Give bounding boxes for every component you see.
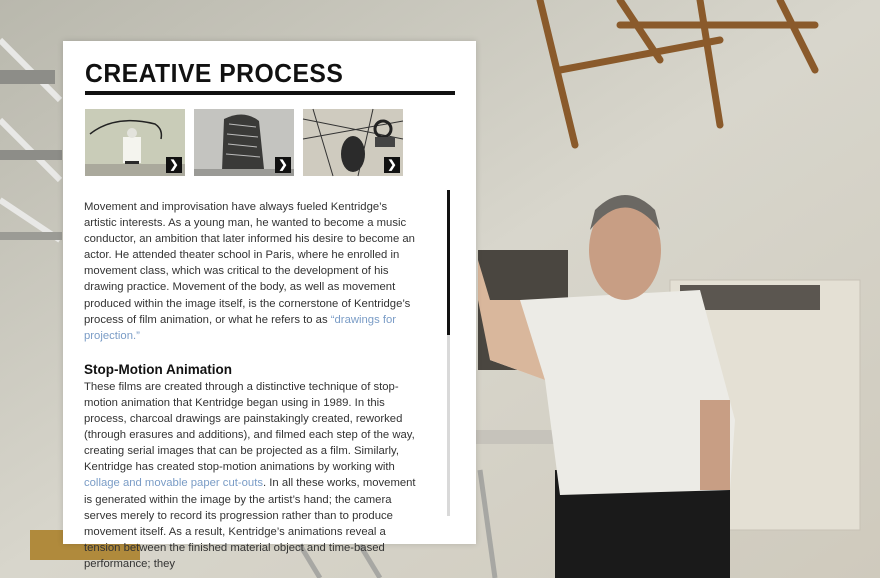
stop-motion-text-b: . In all these works, movement is generated within the image by the artist’s hand; the camera serves merely to record its progression rather than to produce movement itself. As a result, Kentridge’s animations reveal a tension between the finished material object and time-based performance; they [84, 477, 416, 570]
stop-motion-heading: Stop-Motion Animation [84, 361, 232, 377]
drawings-for-projection-link[interactable]: “drawings for projection.” [84, 313, 397, 342]
video-thumbnail-charcoal-figure[interactable] [194, 109, 294, 176]
play-arrow-icon[interactable]: ❯ [275, 157, 291, 173]
title-divider [85, 91, 455, 95]
play-arrow-icon[interactable]: ❯ [384, 157, 400, 173]
collage-link[interactable]: collage and movable paper cut-outs [84, 477, 263, 490]
video-thumbnails [85, 109, 405, 176]
intro-text: Movement and improvisation have always fueled Kentridge’s artistic interests. As a young man, he wanted to become a music conductor, an ambition that later informed his desire to become an actor. He attended theater school in Paris, where he enrolled in movement class, which was critical to the development of his drawing practice. Movement of the body, as well as movement produced within the image itself, is the cornerstone of Kentridge’s process of film animation, or what he refers to as [84, 201, 415, 326]
text-scrollbar[interactable] [447, 190, 450, 516]
stop-motion-text-a: These films are created through a distinctive technique of stop-motion animation that Kentridge began using in 1989. In this process, charcoal drawings are painstakingly created, reworked (through erasures and additions), and filmed each step of the way, creating serial images that can be projected as a film. Similarly, Kentridge has created stop-motion animations by working with [84, 380, 415, 474]
intro-paragraph [84, 199, 422, 344]
creative-process-panel [63, 41, 476, 570]
video-thumbnail-drawing-wall[interactable] [85, 109, 185, 176]
scrollbar-thumb[interactable] [447, 190, 450, 335]
stop-motion-paragraph [84, 379, 422, 572]
page-title: CREATIVE PROCESS [85, 58, 344, 88]
video-thumbnail-bird-machine[interactable] [303, 109, 403, 176]
play-arrow-icon[interactable]: ❯ [166, 157, 182, 173]
article-text [84, 199, 422, 570]
